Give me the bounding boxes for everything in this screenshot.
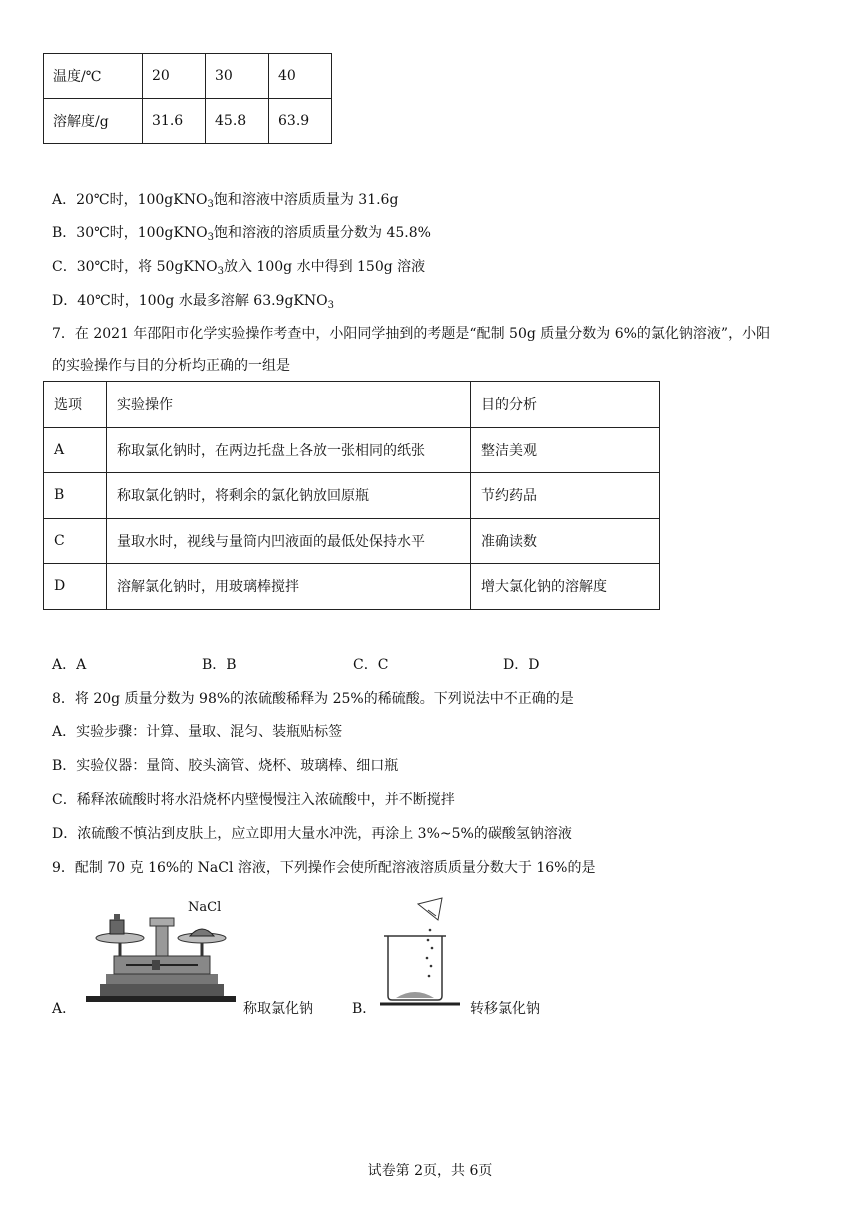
nacl-label: NaCl: [188, 900, 222, 915]
table-cell: 20: [143, 54, 206, 99]
q7-option-b: B．B: [202, 657, 237, 673]
option-text: 饱和溶液的溶质质量分数为 45.8%: [214, 225, 431, 241]
table-cell: 增大氯化钠的溶解度: [471, 564, 660, 610]
table-cell: 40: [269, 54, 332, 99]
table-cell: C: [44, 518, 107, 564]
table-cell: 节约药品: [471, 473, 660, 519]
q9-option-a-caption: 称取氯化钠: [243, 1001, 313, 1017]
q9-option-a-letter: A．: [52, 1001, 77, 1017]
q7-option-c: C．C: [353, 657, 389, 673]
table-cell: 温度/℃: [44, 54, 143, 99]
q9-stem: 9．配制 70 克 16%的 NaCl 溶液，下列操作会使所配溶液溶质质量分数大于 16%的是: [52, 860, 596, 876]
q8-option-d: D．浓硫酸不慎沾到皮肤上，应立即用大量水冲洗，再涂上 3%~5%的碳酸氢钠溶液: [52, 826, 572, 842]
table-row: [44, 473, 660, 519]
table-cell: 准确读数: [471, 518, 660, 564]
table-cell: 63.9: [269, 99, 332, 144]
q7-option-d: D．D: [503, 657, 540, 673]
table-cell: 30: [206, 54, 269, 99]
table-cell: 溶解度/g: [44, 99, 143, 144]
q7-stem-line2: 的实验操作与目的分析均正确的一组是: [52, 358, 290, 374]
subscript: 3: [327, 300, 334, 311]
table-cell: 选项: [44, 382, 107, 428]
table-cell: 量取水时，视线与量筒内凹液面的最低处保持水平: [107, 518, 471, 564]
q8-option-a: A．实验步骤：计算、量取、混匀、装瓶贴标签: [52, 724, 343, 740]
option-text: D．40℃时，100g 水最多溶解 63.9gKNO: [52, 293, 328, 309]
q9-option-b-caption: 转移氯化钠: [470, 1001, 540, 1017]
option-text: C．30℃时，将 50gKNO: [52, 259, 218, 275]
table-row: [44, 54, 332, 99]
q8-stem: 8．将 20g 质量分数为 98%的浓硫酸稀释为 25%的稀硫酸。下列说法中不正确的是: [52, 691, 574, 707]
subscript: 3: [217, 266, 224, 277]
q6-option-c: [52, 256, 425, 277]
table-cell: 称取氯化钠时，将剩余的氯化钠放回原瓶: [107, 473, 471, 519]
q6-option-d: [52, 290, 334, 311]
subscript: 3: [207, 232, 215, 243]
q8-option-c: C．稀释浓硫酸时将水沿烧杯内壁慢慢注入浓硫酸中，并不断搅拌: [52, 792, 455, 808]
table-cell: 31.6: [143, 99, 206, 144]
q7-option-a: A．A: [52, 657, 87, 673]
q8-option-b: B．实验仪器：量筒、胶头滴管、烧杯、玻璃棒、细口瓶: [52, 758, 399, 774]
q9-option-b-letter: B．: [352, 1001, 377, 1017]
table-row: [44, 427, 660, 473]
q6-option-a: [52, 189, 398, 210]
option-text: B．30℃时，100gKNO: [52, 225, 208, 241]
option-text: 饱和溶液中溶质质量为 31.6g: [213, 192, 399, 208]
table-cell: 45.8: [206, 99, 269, 144]
table-row: [44, 564, 660, 610]
page-footer: 试卷第 2页，共 6页: [367, 1163, 493, 1179]
operations-table: [43, 381, 660, 610]
option-text: A．20℃时，100gKNO: [52, 192, 208, 208]
table-cell: 溶解氯化钠时，用玻璃棒搅拌: [107, 564, 471, 610]
table-cell: D: [44, 564, 107, 610]
beaker-transfer-illustration: [380, 896, 460, 1008]
table-cell: B: [44, 473, 107, 519]
table-cell: 目的分析: [471, 382, 660, 428]
table-row: [44, 99, 332, 144]
q6-option-b: [52, 222, 431, 243]
table-row: [44, 518, 660, 564]
table-cell: 整洁美观: [471, 427, 660, 473]
option-text: 放入 100g 水中得到 150g 溶液: [223, 259, 426, 275]
table-cell: 实验操作: [107, 382, 471, 428]
table-row: [44, 382, 660, 428]
table-cell: A: [44, 427, 107, 473]
subscript: 3: [207, 199, 214, 210]
q7-stem-line1: 7．在 2021 年邵阳市化学实验操作考查中，小阳同学抽到的考题是“配制 50g 质量分数为 6%的氯化钠溶液”，小阳: [52, 326, 771, 342]
solubility-table: [43, 53, 332, 144]
table-cell: 称取氯化钠时，在两边托盘上各放一张相同的纸张: [107, 427, 471, 473]
